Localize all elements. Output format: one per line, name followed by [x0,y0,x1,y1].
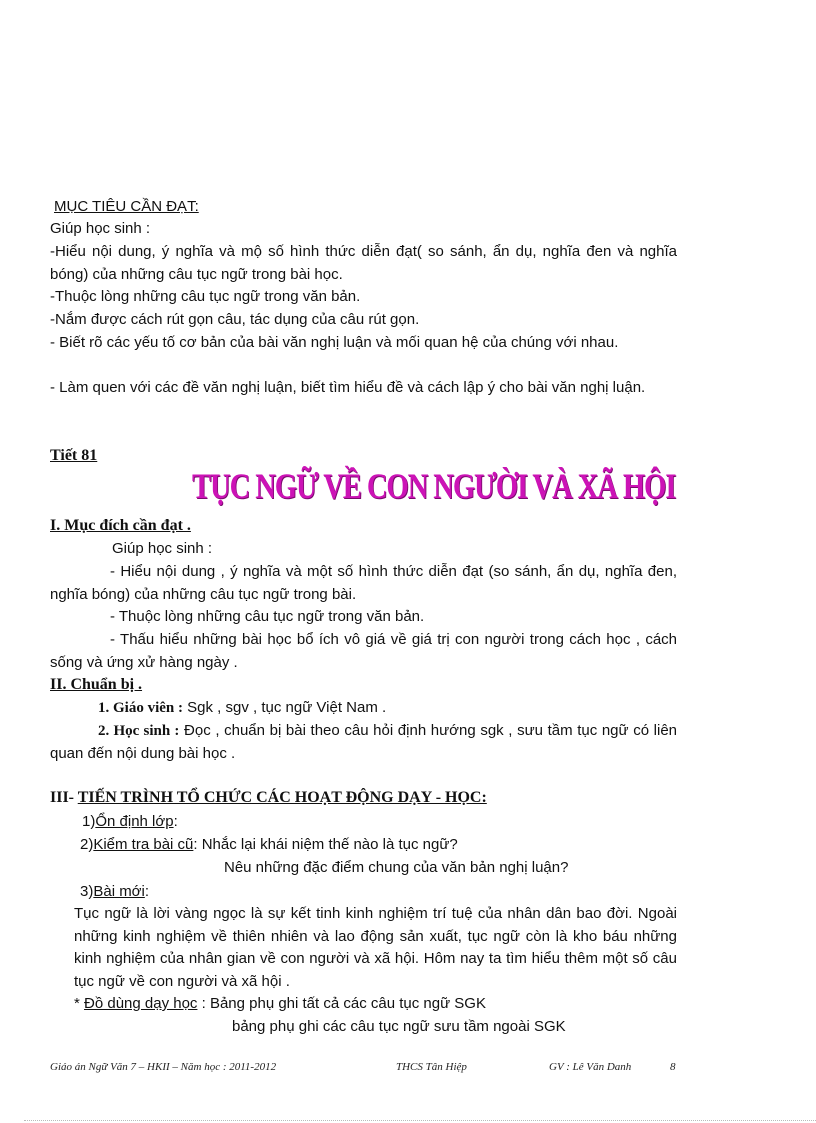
footer-center: THCS Tân Hiệp [396,1061,467,1073]
section3-heading-line [50,788,487,808]
student-line [50,720,677,765]
student-text: Đọc , chuẩn bị bài theo câu hỏi định hướng sgk , sưu tầm tục ngữ có liên quan đến nội dung bài học . [50,722,678,762]
step-3-suffix: : [144,883,150,900]
page-bottom-divider [24,1120,816,1121]
step-1 [82,811,178,833]
section2-heading: II. Chuẩn bị . [50,676,143,693]
section1-intro: Giúp học sinh : [112,540,213,557]
objective-item-4: - Biết rõ các yếu tố cơ bản của bài văn nghị luận và mối quan hệ của chúng với nhau. [50,334,619,351]
step-3-label: Bài mới [93,883,145,900]
objectives-intro: Giúp học sinh : [50,220,151,237]
step-3 [80,881,149,903]
step-1-label: Ổn định lớp [95,813,174,830]
section3-prefix: III- [50,789,78,806]
lesson-intro-paragraph: Tục ngữ là lời vàng ngọc là sự kết tinh kinh nghiệm trí tuệ của nhân dân bao đời. Ngoài những kinh nghiệm về thiên nhiên và lao động sản xuất, tục ngữ còn là kho báu những kinh nghiệm của nhân gian về con người và xã hội. Hôm nay ta tìm hiểu thêm một số câu tục ngữ về con người và xã hội . [74,905,677,990]
step-1-num: 1) [82,813,96,830]
tools-label: Đồ dùng dạy học [84,995,198,1012]
objective-item-3: -Nắm được cách rút gọn câu, tác dụng của câu rút gọn. [50,311,420,328]
tools-prefix: * [74,995,85,1012]
step-2-text-2: Nêu những đặc điểm chung của văn bản nghị luận? [224,859,569,876]
lesson-label: Tiết 81 [50,447,98,464]
objective-item-2: -Thuộc lòng những câu tục ngữ trong văn bản. [50,288,361,305]
teacher-label: 1. Giáo viên : [98,700,183,716]
objective-item-1: -Hiểu nội dung, ý nghĩa và mộ số hình thức diễn đạt( so sánh, ẩn dụ, nghĩa đen và nghĩa bóng) của những câu tục ngữ trong bài học. [50,243,677,283]
footer-right: GV : Lê Văn Danh [549,1061,632,1073]
teacher-text: Sgk , sgv , tục ngữ Việt Nam . [183,699,387,716]
tools-text-2: bảng phụ ghi các câu tục ngữ sưu tầm ngoài SGK [232,1018,566,1035]
step-2-text: : Nhắc lại khái niệm thế nào là tục ngữ? [193,836,458,853]
step-2 [80,834,458,856]
page-number: 8 [670,1061,676,1073]
section1-heading: I. Mục đích cần đạt . [50,517,191,534]
tools-line [74,993,486,1015]
lesson-title: TỤC NGỮ VỀ CON NGƯỜI VÀ XÃ HỘI [192,466,676,506]
section3-heading: TIẾN TRÌNH TỔ CHỨC CÁC HOẠT ĐỘNG DẠY - HỌC: [77,789,487,806]
student-label: 2. Học sinh : [98,723,180,739]
objective-item-5: - Làm quen với các đề văn nghị luận, biết tìm hiểu đề và cách lập ý cho bài văn nghị luận. [50,379,646,396]
section1-item-3: - Thấu hiểu những bài học bổ ích vô giá về giá trị con người trong cách học , cách sống và ứng xử hàng ngày . [50,631,677,671]
teacher-line [98,697,386,719]
footer-left: Giáo án Ngữ Văn 7 – HKII – Năm học : 2011-2012 [50,1061,277,1073]
tools-text: : Bảng phụ ghi tất cả các câu tục ngữ SGK [197,995,486,1012]
step-2-label: Kiểm tra bài cũ [93,836,194,853]
step-2-num: 2) [80,836,94,853]
section1-item-2: - Thuộc lòng những câu tục ngữ trong văn bản. [110,608,425,625]
step-3-num: 3) [80,883,94,900]
objectives-heading: MỤC TIÊU CẦN ĐẠT: [54,198,199,215]
section1-item-1: - Hiểu nội dung , ý nghĩa và một số hình thức diễn đạt (so sánh, ẩn dụ, nghĩa đen, nghĩa bóng) của những câu tục ngữ trong bài. [50,563,677,603]
step-1-suffix: : [173,813,178,830]
